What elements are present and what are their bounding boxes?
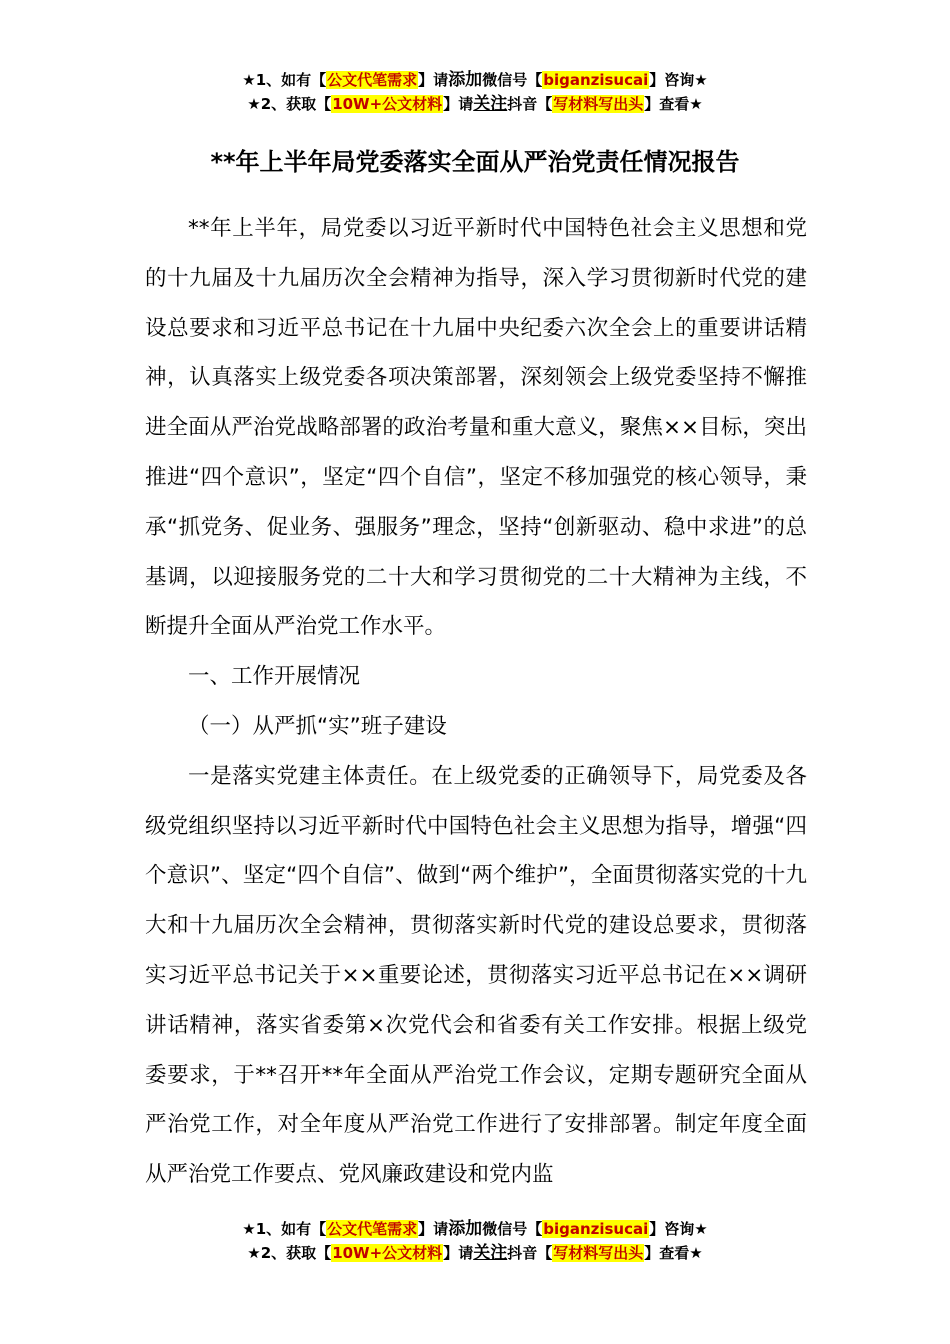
promo-wechat-id: biganzisucai [543, 71, 649, 89]
promo-text: ★2、获取【 [247, 1244, 332, 1262]
promo-emphasis: 关注 [473, 1243, 508, 1263]
promo-text: ★1、如有【 [242, 71, 327, 89]
footer-promo-banner [0, 1217, 950, 1265]
promo-line-2 [0, 92, 950, 116]
promo-emphasis: 添加 [448, 1219, 483, 1239]
promo-text: 抖音【 [507, 95, 553, 113]
promo-text: 】咨询★ [649, 1220, 708, 1238]
promo-text: ★2、获取【 [247, 95, 332, 113]
promo-douyin-name: 写材料写出头 [553, 1244, 644, 1262]
header-promo-banner [0, 68, 950, 116]
promo-line-2 [0, 1241, 950, 1265]
promo-highlight: 公文代笔需求 [327, 71, 418, 89]
subsection-heading: （一）从严抓“实”班子建设 [188, 713, 447, 739]
promo-highlight: 10W+公文材料 [332, 1244, 443, 1262]
promo-highlight: 10W+公文材料 [332, 95, 443, 113]
promo-line-1 [0, 68, 950, 92]
intro-paragraph: **年上半年，局党委以习近平新时代中国特色社会主义思想和党的十九届及十九届历次全会精神为指导，深入学习贯彻新时代党的建设总要求和习近平总书记在十九届中央纪委六次全会上的重要讲话精神，认真落实上级党委各项决策部署，深刻领会上级党委坚持不懈推进全面从严治党战略部署的政治考量和重大意义，聚焦××目标，突出推进“四个意识”，坚定“四个自信”，坚定不移加强党的核心领导，秉承“抓党务、促业务、强服务”理念，坚持“创新驱动、稳中求进”的总基调，以迎接服务党的二十大和学习贯彻党的二十大精神为主线，不断提升全面从严治党工作水平。 [145, 216, 807, 640]
promo-text: ★1、如有【 [242, 1220, 327, 1238]
promo-emphasis: 添加 [448, 70, 483, 90]
section-heading: 一、工作开展情况 [188, 664, 361, 690]
promo-text: 微信号【 [482, 71, 543, 89]
body-paragraph: 一是落实党建主体责任。在上级党委的正确领导下，局党委及各级党组织坚持以习近平新时代中国特色社会主义思想为指导，增强“四个意识”、坚定“四个自信”、做到“两个维护”，全面贯彻落实党的十九大和十九届历次全会精神，贯彻落实新时代党的建设总要求，贯彻落实习近平总书记关于××重要论述，贯彻落实习近平总书记在××调研讲话精神，落实省委第×次党代会和省委有关工作安排。根据上级党委要求，于**召开**年全面从严治党工作会议，定期专题研究全面从严治党工作，对全年度从严治党工作进行了安排部署。制定年度全面从严治党工作要点、党风廉政建设和党内监 [145, 763, 807, 1188]
promo-text: 】请 [418, 71, 449, 89]
promo-text: 微信号【 [482, 1220, 543, 1238]
promo-text: 】请 [443, 1244, 474, 1262]
promo-wechat-id: biganzisucai [543, 1220, 649, 1238]
promo-text: 】咨询★ [649, 71, 708, 89]
promo-text: 】查看★ [644, 95, 703, 113]
promo-text: 抖音【 [507, 1244, 553, 1262]
promo-text: 】请 [418, 1220, 449, 1238]
promo-text: 】查看★ [644, 1244, 703, 1262]
document-title: **年上半年局党委落实全面从严治党责任情况报告 [210, 148, 740, 176]
promo-highlight: 公文代笔需求 [327, 1220, 418, 1238]
promo-douyin-name: 写材料写出头 [553, 95, 644, 113]
promo-line-1 [0, 1217, 950, 1241]
promo-emphasis: 关注 [473, 94, 508, 114]
promo-text: 】请 [443, 95, 474, 113]
document-body [145, 204, 807, 1200]
